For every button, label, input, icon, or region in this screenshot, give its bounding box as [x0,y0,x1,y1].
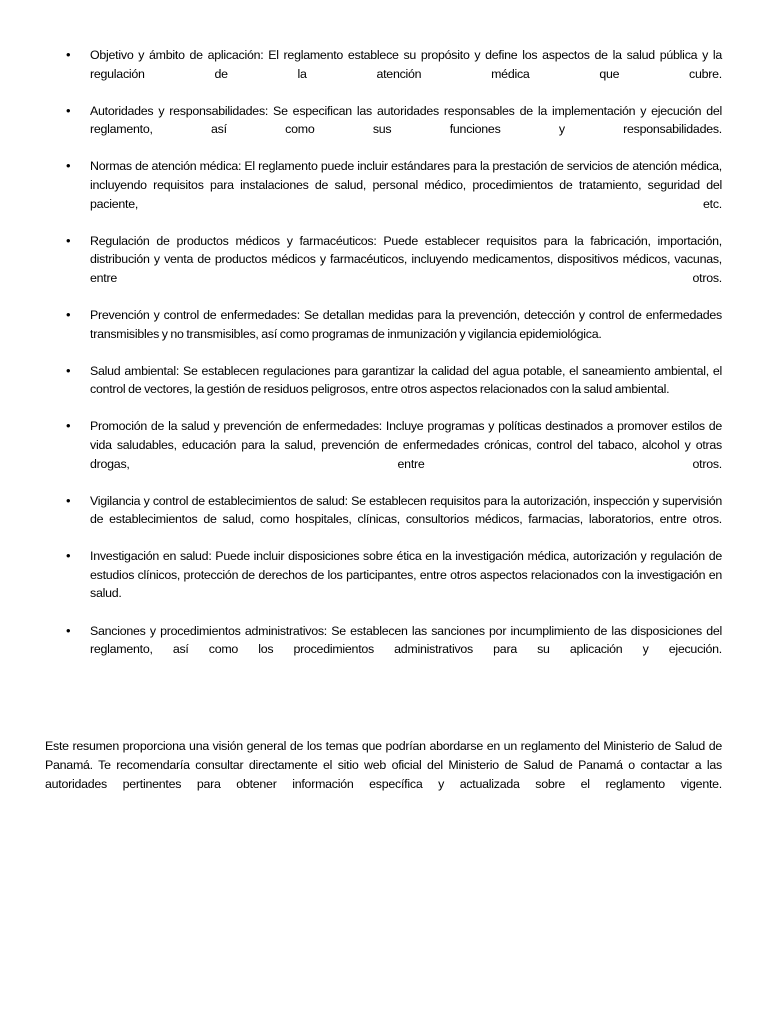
list-item [66,492,722,529]
bullet-icon: • [66,548,71,564]
bullet-icon: • [66,158,71,174]
list-item-text: Prevención y control de enfermedades: Se detallan medidas para la prevención, detección y control de enfermedades transmisibles y no transmisibles, así como programas de inmunización y vigilancia epidemiológica. [90,307,722,341]
list-item-text: Sanciones y procedimientos administrativos: Se establecen las sanciones por incumplimiento de las disposiciones del reglamento, así como los procedimientos administrativos para su aplicación y ejecución. [90,623,722,657]
bullet-icon: • [66,492,71,508]
list-item-text: Regulación de productos médicos y farmacéuticos: Puede establecer requisitos para la fabricación, importación, distribución y venta de productos médicos y farmacéuticos, incluyendo medicamentos, dispositivos médicos, vacunas, entre otros. [90,233,722,285]
topic-bullet-list [0,46,768,677]
list-item-text: Normas de atención médica: El reglamento puede incluir estándares para la prestación de servicios de atención médica, incluyendo requisitos para instalaciones de salud, personal médico, procedimientos de tratamiento, seguridad del paciente, etc. [90,159,722,211]
list-item-text: Investigación en salud: Puede incluir disposiciones sobre ética en la investigación médica, autorización y regulación de estudios clínicos, protección de derechos de los participantes, entre otros aspectos relacionados con la investigación en salud. [90,549,722,601]
bullet-icon: • [66,232,71,248]
list-item [66,102,722,139]
bullet-icon: • [66,362,71,378]
list-item [66,417,722,473]
list-item [66,622,722,659]
bullet-icon: • [66,622,71,638]
list-item-text: Autoridades y responsabilidades: Se especifican las autoridades responsables de la implementación y ejecución del reglamento, así como sus funciones y responsabilidades. [90,103,722,137]
list-item-text: Promoción de la salud y prevención de enfermedades: Incluye programas y políticas destinados a promover estilos de vida saludables, educación para la salud, prevención de enfermedades crónicas, control del tabaco, alcohol y otras drogas, entre otros. [90,419,722,471]
list-item [66,157,722,213]
bullet-icon: • [66,306,71,322]
list-item [66,232,722,288]
list-item [66,547,722,603]
list-item [66,46,722,83]
bullet-icon: • [66,418,71,434]
bullet-icon: • [66,102,71,118]
list-item-text: Vigilancia y control de establecimientos de salud: Se establecen requisitos para la autorización, inspección y supervisión de establecimientos de salud, como hospitales, clínicas, consultorios médicos, farmacias, laboratorios, entre otros. [90,493,722,527]
list-item [66,362,722,399]
list-item-text: Salud ambiental: Se establecen regulaciones para garantizar la calidad del agua potable, el saneamiento ambiental, el control de vectores, la gestión de residuos peligrosos, entre otros aspectos relacionados con la salud ambiental. [90,363,722,397]
list-item [66,306,722,343]
summary-paragraph: Este resumen proporciona una visión general de los temas que podrían abordarse en un reglamento del Ministerio de Salud de Panamá. Te recomendaría consultar directamente el sitio web oficial del Ministerio de Salud de Panamá o contactar a las autoridades pertinentes para obtener información específica y actualizada sobre el reglamento vigente. [45,739,722,791]
list-item-text: Objetivo y ámbito de aplicación: El reglamento establece su propósito y define los aspectos de la salud pública y la regulación de la atención médica que cubre. [90,48,722,81]
bullet-icon: • [66,47,71,62]
